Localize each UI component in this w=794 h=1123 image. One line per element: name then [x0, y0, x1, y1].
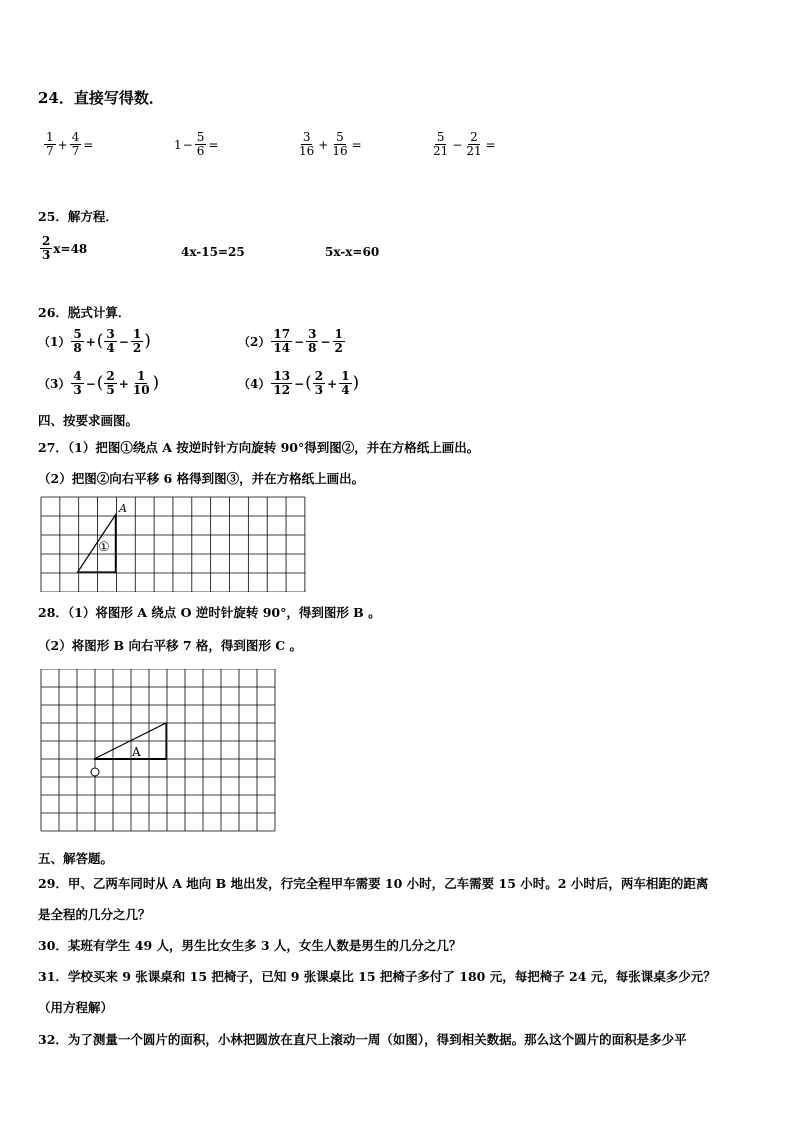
section-5-title: 五、解答题。 [38, 851, 114, 866]
q26-item-4: （4） $\frac{13}{12}$ − ( $\frac{2}{3}$ + $\frac{1}{4}$ ) [238, 369, 360, 397]
fraction: $\frac{4}{3}$ [73, 369, 82, 397]
q26-title: 26．脱式计算． [38, 305, 131, 320]
q29-line-2: 是全程的几分之几？ [38, 907, 151, 922]
q25-equation-3: 5x-x=60 [325, 245, 380, 259]
fraction: $\frac{5}{8}$ [73, 327, 82, 355]
q32-text: 32．为了测量一个圆片的面积，小林把圆放在直尺上滚动一周（如图），得到相关数据。那么这个圆片的面积是多少平 [38, 1032, 687, 1047]
fraction: $\frac{3}{8}$ [308, 327, 317, 355]
fraction: $\frac{5}{16}$ [332, 130, 348, 158]
q27-line-1: 27．（1）把图①绕点 A 按逆时针方向旋转 90°得到图②，并在方格纸上画出。 [38, 440, 480, 455]
q24-title: 24．直接写得数． [38, 89, 164, 107]
fraction: $\frac{13}{12}$ [273, 369, 291, 397]
q28-line-1: 28．（1）将图形 A 绕点 O 逆时针旋转 90°，得到图形 B 。 [38, 605, 381, 620]
q24-item-2: 1 − $\frac{5}{6}$ = [174, 130, 219, 158]
point-a-label: A [119, 502, 127, 515]
fraction: $\frac{5}{6}$ [196, 130, 205, 158]
q25-title: 25．解方程． [38, 209, 118, 224]
fraction: $\frac{3}{16}$ [299, 130, 315, 158]
section-4-title: 四、按要求画图。 [38, 413, 139, 428]
figure-a-label: A [132, 745, 141, 759]
fraction: $\frac{2}{5}$ [106, 369, 115, 397]
q31-line-2: （用方程解） [38, 1000, 114, 1015]
q29-line-1: 29．甲、乙两车同时从 A 地向 B 地出发，行完全程甲车需要 10 小时，乙车需要 15 小时。2 小时后，两车相距的距离 [38, 876, 709, 891]
q24-item-3: $\frac{3}{16}$ + $\frac{5}{16}$ = [299, 130, 362, 158]
fraction: $\frac{1}{2}$ [132, 327, 142, 355]
q25-equation-2: 4x-15=25 [181, 245, 245, 259]
fraction: $\frac{3}{4}$ [106, 327, 115, 355]
q28-grid-figure [40, 669, 276, 833]
grid-lines [41, 669, 275, 831]
q30-text: 30．某班有学生 49 人，男生比女生多 3 人，女生人数是男生的几分之几？ [38, 938, 462, 953]
fraction: $\frac{4}{7}$ [71, 130, 80, 158]
fraction: $\frac{2}{3}$ [42, 234, 51, 262]
q27-line-2: （2）把图②向右平移 6 格得到图③，并在方格纸上画出。 [38, 471, 365, 486]
fraction: $\frac{1}{10}$ [132, 369, 150, 397]
q26-item-3: （3） $\frac{4}{3}$ − ( $\frac{2}{5}$ + $\frac{1}{10}$ ) [38, 369, 160, 397]
q24-item-1: $\frac{1}{7}$ + $\frac{4}{7}$ = [46, 130, 94, 158]
q31-line-1: 31．学校买来 9 张课桌和 15 把椅子，已知 9 张课桌比 15 把椅子多付了 180 元，每把椅子 24 元，每张课桌多少元？ [38, 969, 716, 984]
fraction: $\frac{17}{14}$ [273, 327, 291, 355]
grid-lines [41, 497, 305, 592]
point-o-marker [91, 768, 99, 776]
figure-1-triangle [78, 515, 116, 572]
fraction: $\frac{2}{3}$ [314, 369, 324, 397]
q24-item-4: $\frac{5}{21}$ − $\frac{2}{21}$ = [433, 130, 496, 158]
fraction: $\frac{1}{2}$ [334, 327, 343, 355]
fraction: $\frac{1}{4}$ [341, 369, 350, 397]
figure-1-label: ① [98, 540, 110, 555]
fraction: $\frac{5}{21}$ [433, 130, 449, 158]
fraction: $\frac{1}{7}$ [46, 130, 54, 158]
q27-grid-figure [40, 496, 308, 592]
q26-item-2: （2） $\frac{17}{14}$ − $\frac{3}{8}$ − $\frac{1}{2}$ [238, 327, 343, 355]
fraction: $\frac{2}{21}$ [466, 130, 482, 158]
q26-item-1: （1） $\frac{5}{8}$ + ( $\frac{3}{4}$ − $\frac{1}{2}$ ) [38, 327, 151, 355]
q25-equation-1: $\frac{2}{3}$ x=48 [42, 234, 88, 262]
q28-line-2: （2）将图形 B 向右平移 7 格，得到图形 C 。 [38, 638, 303, 653]
